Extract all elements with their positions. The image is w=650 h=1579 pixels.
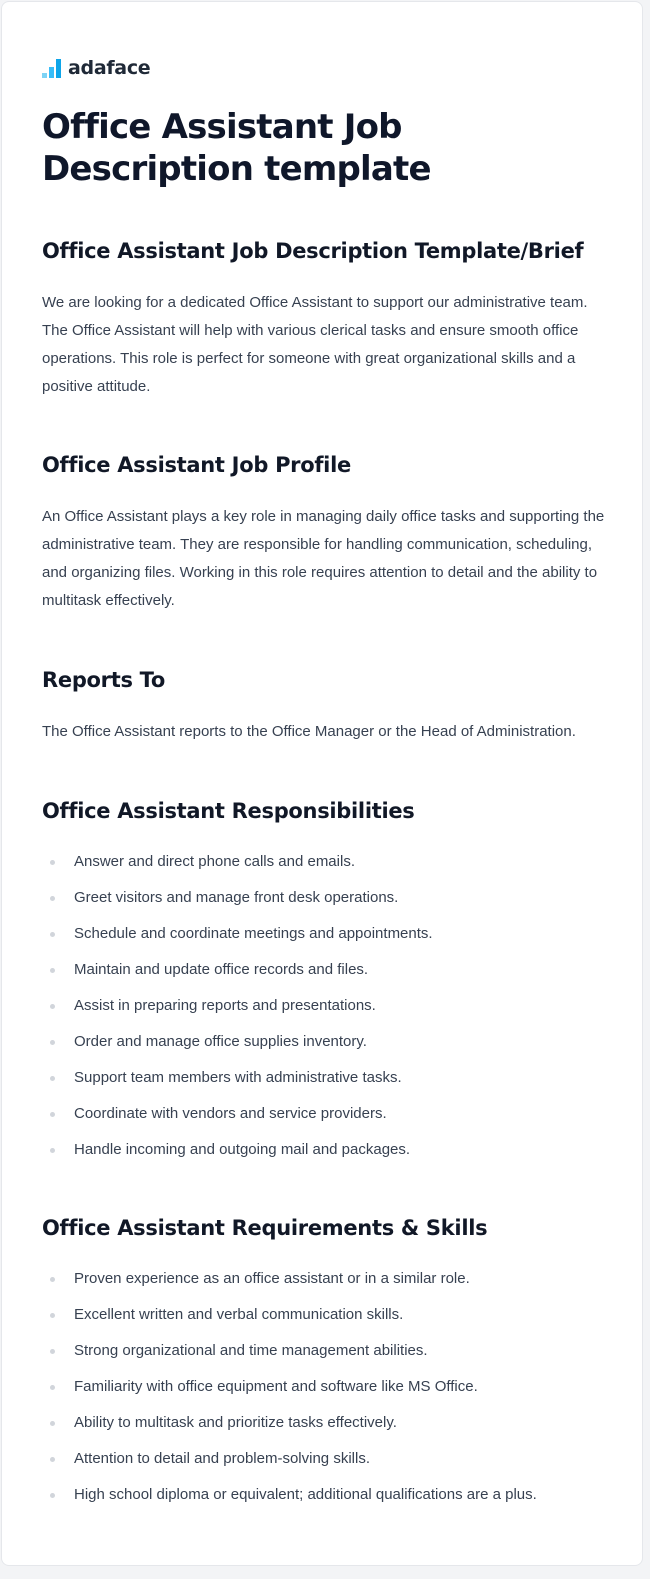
- list-item: Attention to detail and problem-solving skills.: [42, 1450, 612, 1468]
- document-content: [42, 56, 612, 1503]
- bullet-icon: [50, 1112, 55, 1117]
- bullet-icon: [50, 932, 55, 937]
- bullet-icon: [50, 1313, 55, 1318]
- brand-name: adaface: [68, 57, 151, 79]
- list-item: Familiarity with office equipment and software like MS Office.: [42, 1378, 612, 1396]
- list-item: Maintain and update office records and files.: [42, 961, 612, 979]
- bullet-icon: [50, 1076, 55, 1081]
- list-item: Schedule and coordinate meetings and appointments.: [42, 925, 612, 943]
- responsibilities-list: [42, 853, 612, 1159]
- requirements-list: [42, 1270, 612, 1504]
- list-item: High school diploma or equivalent; additional qualifications are a plus.: [42, 1486, 612, 1504]
- section-body-profile: An Office Assistant plays a key role in managing daily office tasks and supporting the administrative team. They are responsible for handling communication, scheduling, and organizing files. Working in this role requires attention to detail and the ability to multitask effectively.: [42, 508, 605, 609]
- bullet-icon: [50, 1421, 55, 1426]
- section-profile: [42, 450, 612, 615]
- section-body-reports-to: The Office Assistant reports to the Office Manager or the Head of Administration.: [42, 723, 576, 740]
- list-item: Ability to multitask and prioritize tasks effectively.: [42, 1414, 612, 1432]
- bullet-icon: [50, 1277, 55, 1282]
- bullet-icon: [50, 896, 55, 901]
- list-item: Handle incoming and outgoing mail and packages.: [42, 1141, 612, 1159]
- list-item: Assist in preparing reports and presentations.: [42, 997, 612, 1015]
- section-heading-brief: Office Assistant Job Description Template/Brief: [42, 239, 584, 263]
- list-item: Strong organizational and time management abilities.: [42, 1342, 612, 1360]
- section-reports-to: [42, 665, 612, 746]
- bullet-icon: [50, 968, 55, 973]
- section-heading-responsibilities: Office Assistant Responsibilities: [42, 799, 415, 823]
- list-item: Proven experience as an office assistant or in a similar role.: [42, 1270, 612, 1288]
- bullet-icon: [50, 860, 55, 865]
- section-responsibilities: [42, 796, 612, 1177]
- bullet-icon: [50, 1148, 55, 1153]
- section-brief: [42, 236, 612, 401]
- section-heading-requirements: Office Assistant Requirements & Skills: [42, 1216, 488, 1240]
- list-item: Answer and direct phone calls and emails.: [42, 853, 612, 871]
- list-item: Excellent written and verbal communication skills.: [42, 1306, 612, 1324]
- page-title: Office Assistant Job Description template: [42, 107, 431, 189]
- list-item: Support team members with administrative tasks.: [42, 1069, 612, 1087]
- section-body-brief: We are looking for a dedicated Office Assistant to support our administrative team. The Office Assistant will help with various clerical tasks and ensure smooth office operations. This role is perfect for someone with great organizational skills and a positive attitude.: [42, 294, 588, 395]
- section-heading-profile: Office Assistant Job Profile: [42, 453, 351, 477]
- list-item: Order and manage office supplies inventory.: [42, 1033, 612, 1051]
- list-item: Coordinate with vendors and service providers.: [42, 1105, 612, 1123]
- bullet-icon: [50, 1040, 55, 1045]
- bullet-icon: [50, 1493, 55, 1498]
- list-item: Greet visitors and manage front desk operations.: [42, 889, 612, 907]
- bullet-icon: [50, 1004, 55, 1009]
- adaface-logo-icon: [42, 58, 62, 78]
- brand-logo[interactable]: [42, 56, 612, 80]
- bullet-icon: [50, 1349, 55, 1354]
- section-heading-reports-to: Reports To: [42, 668, 166, 692]
- document-card: [1, 1, 643, 1566]
- bullet-icon: [50, 1385, 55, 1390]
- bullet-icon: [50, 1457, 55, 1462]
- section-requirements: [42, 1213, 612, 1522]
